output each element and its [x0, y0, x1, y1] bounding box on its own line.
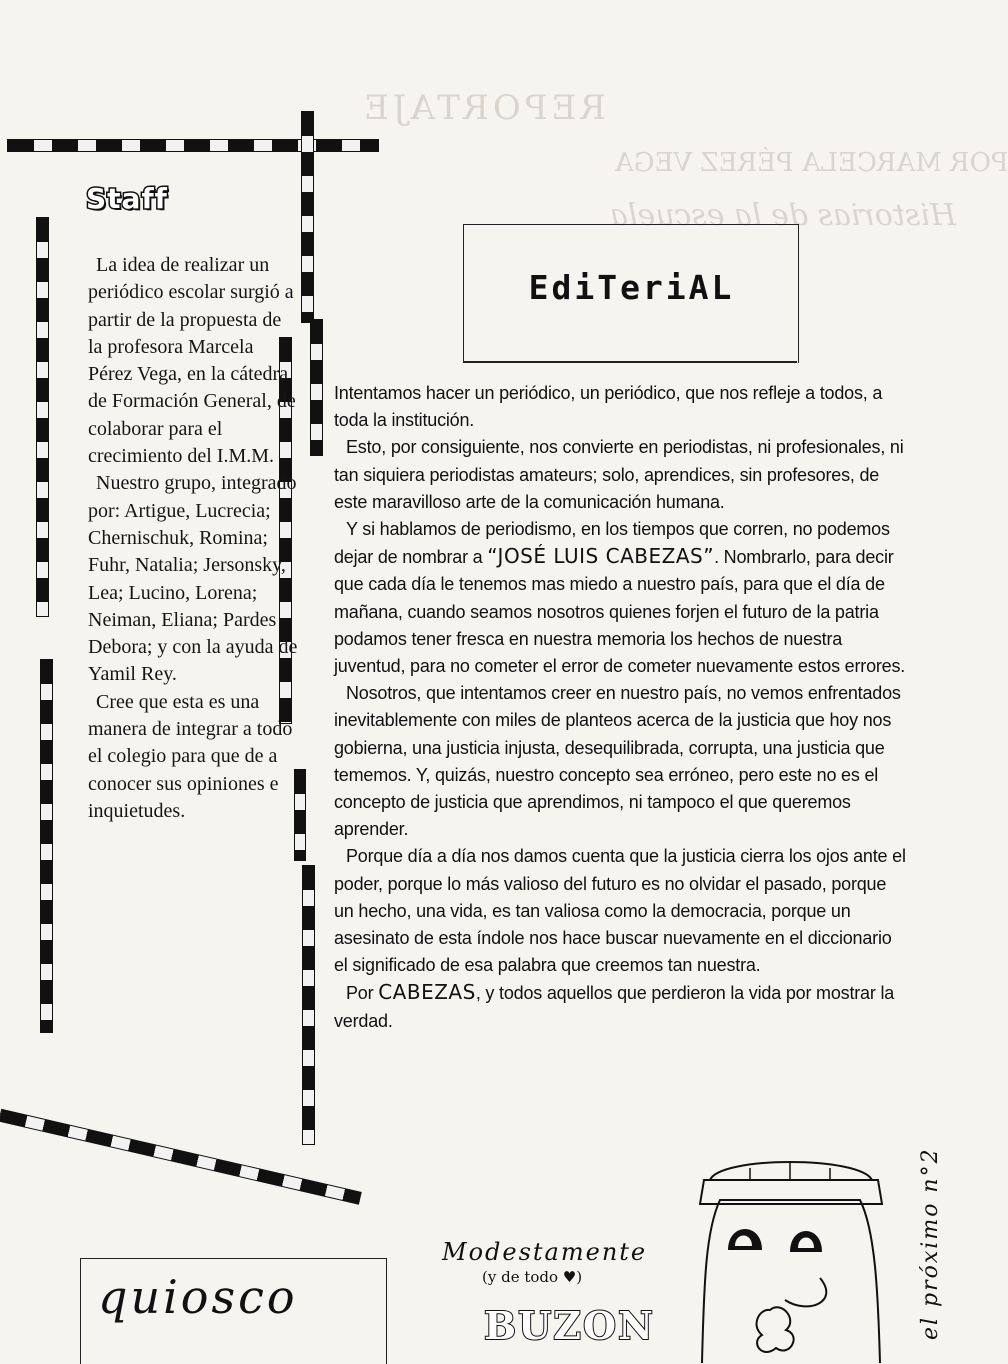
staff-paragraph: Cree que esta es una manera de integrar a todo el colegio para que de a conocer sus opiniones e inquietudes. [88, 690, 293, 822]
cabezas-name: “JOSÉ LUIS CABEZAS” [487, 544, 715, 569]
editorial-rule [463, 361, 797, 363]
editorial-text: , y todos aquellos que perdieron la vida por mostrar la verdad. [334, 983, 895, 1031]
editorial-text: Y si hablamos de periodismo, en los tiempos que corren, no podemos dejar de nombrar a [334, 519, 890, 568]
staff-heading: Staff [86, 182, 168, 215]
editorial-text: . Nombrarlo, para decir que cada día le tenemos mas miedo a nuestro país, para que el día de mañana, cuando seamos nosotros quienes forjen el futuro de la patria podamos tener fresca en nuestra memoria los hechos de nuestra juventud, para no cometer el error de cometer nuevamente estos errores. [334, 547, 906, 677]
show-through-text: REPORTAJE [360, 88, 606, 128]
show-through-text: Historias de la escuela [610, 198, 957, 233]
checkered-tape-right-bottom [303, 866, 314, 1144]
editorial-paragraph: Porque día a día nos damos cuenta que la justicia cierra los ojos ante el poder, porque lo más valioso del futuro es no olvidar el pasado, porque un hecho, una vida, es tan valiosa como la democracia, porque un asesinato de esta índole nos hace buscar nuevamente en el diccionario el significado de esa palabra que creemos tan nuestra. [334, 846, 906, 976]
todo-handwriting: (y de todo ♥) [482, 1268, 583, 1286]
staff-text [88, 252, 300, 825]
checkered-tape-left-top [37, 218, 48, 616]
modestamente-handwriting: Modestamente [442, 1238, 648, 1266]
editorial-paragraph [334, 516, 908, 680]
editorial-paragraph [334, 979, 908, 1034]
editorial-body [334, 380, 908, 1035]
cabezas-name: CABEZAS [378, 980, 476, 1005]
checkered-tape-top [8, 140, 378, 151]
buzon-lettering: BUZON [484, 1303, 655, 1348]
editorial-text: Por [346, 983, 379, 1004]
checkered-tape-right-long [302, 112, 313, 322]
checkered-tape-right-mid [311, 320, 322, 455]
show-through-text: POR MARCELA PÉREZ VEGA [615, 148, 1008, 178]
staff-paragraph: La idea de realizar un periódico escolar surgió a partir de la propuesta de la profesora Marcela Pérez Vega, en la cátedra de Formación General, de colaborar para el crecimiento del I.M.M. [88, 254, 296, 468]
editorial-paragraph: Nosotros, que intentamos creer en nuestro país, no vemos enfrentados inevitablemente con miles de planteos acerca de la justicia que hoy nos gobierna, una justicia injusta, desequilibrada, corrupta, una justicia que tememos. Y, quizás, nuestro concepto sea erróneo, pero este no es el concepto de justicia que aprendimos, ni tampoco el que queremos aprender. [334, 683, 901, 840]
staff-paragraph: Nuestro grupo, integrado por: Artigue, Lucrecia; Chernischuk, Romina; Fuhr, Natalia; Jersonsky, Lea; Lucino, Lorena; Neiman, Eliana; Pardes Debora; y con la ayuda de Yamil Rey. [88, 472, 298, 686]
proximo-handwriting: el próximo n°2 [918, 1147, 943, 1340]
checkered-tape-left-bottom [41, 660, 52, 1032]
editorial-heading: EdiTeriAL [528, 268, 735, 307]
mascot-doodle-icon [690, 1160, 890, 1363]
quiosco-handwriting: quiosco [98, 1270, 298, 1324]
editorial-paragraph: Intentamos hacer un periódico, un periódico, que nos refleje a todos, a toda la institución. [334, 383, 883, 431]
editorial-paragraph: Esto, por consiguiente, nos convierte en periodistas, ni profesionales, ni tan siquiera periodistas amateurs; solo, aprendices, sin profesores, de este maravilloso arte de la comunicación humana. [334, 437, 904, 512]
